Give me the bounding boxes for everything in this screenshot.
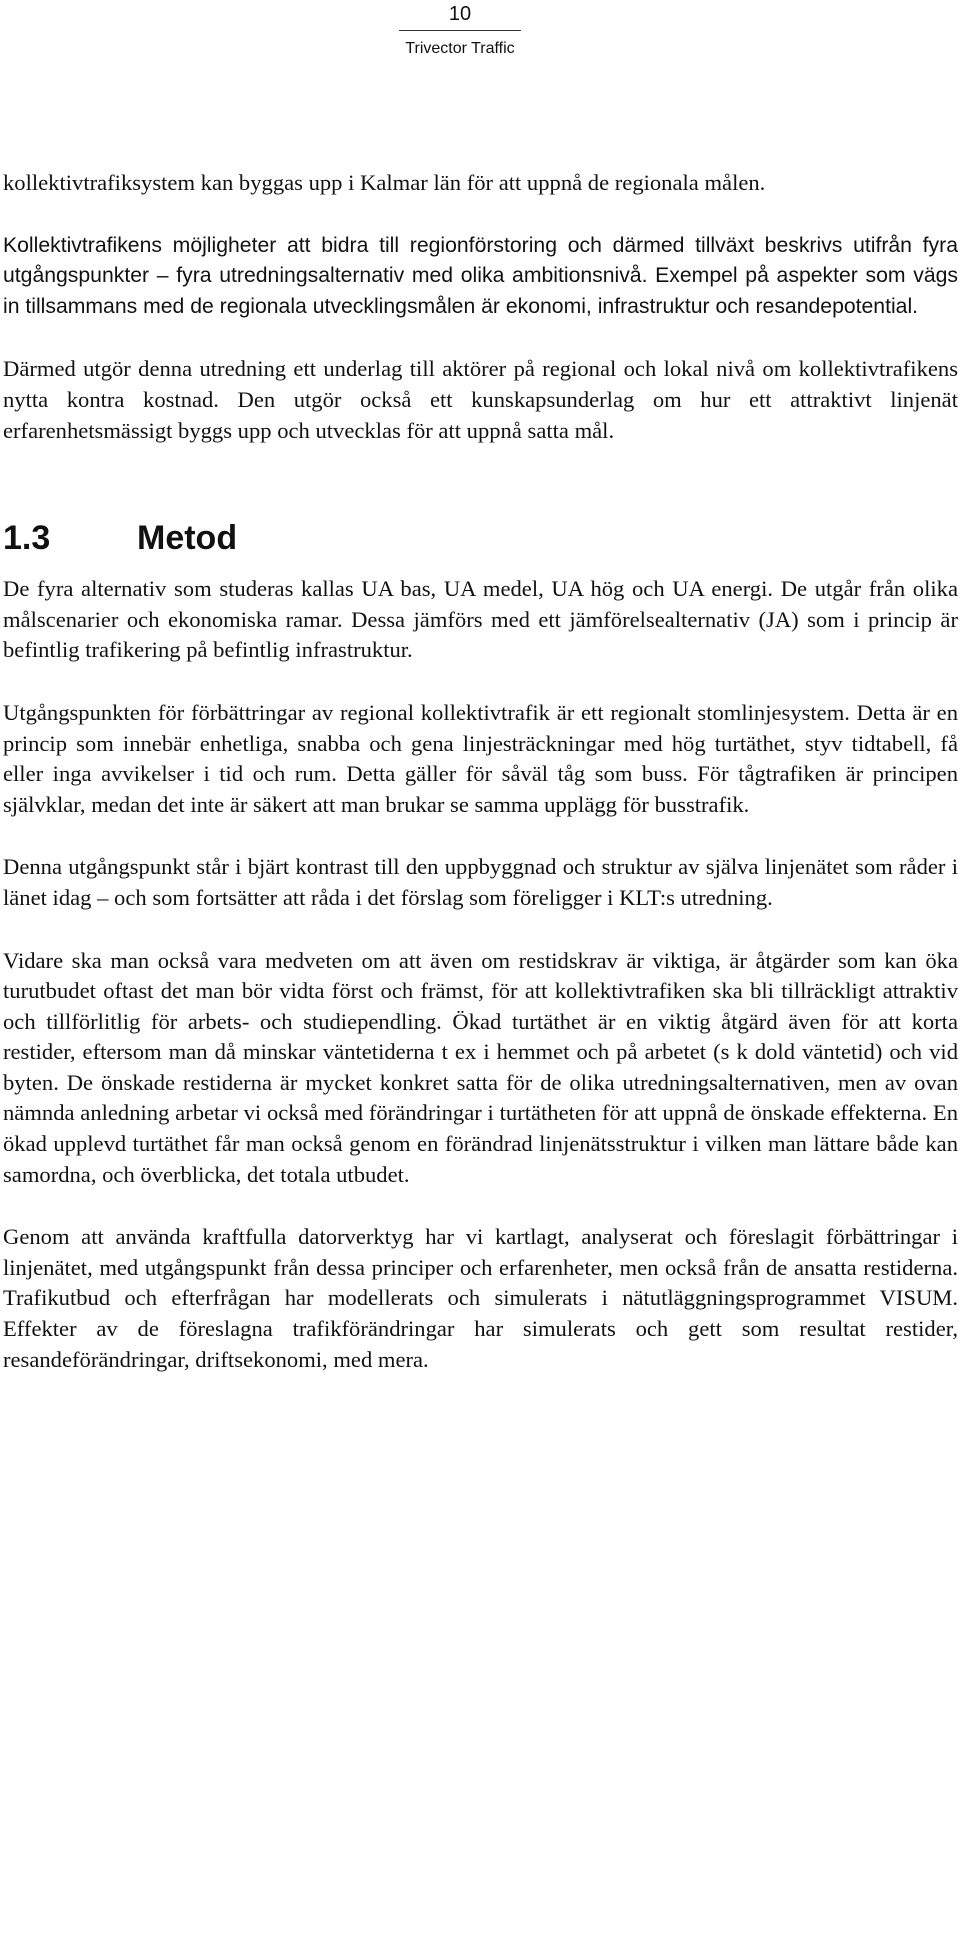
section-heading xyxy=(3,517,958,559)
paragraph-method-alternatives: De fyra alternativ som studeras kallas UA bas, UA medel, UA hög och UA energi. De utgår från olika målscenarier och ekonomiska ramar. Dessa jämförs med ett jämförelsealternativ (JA) som i princip är befintlig trafikering på befintlig infrastruktur. xyxy=(3,576,958,663)
header-company-name: Trivector Traffic xyxy=(405,40,515,57)
header-divider xyxy=(399,30,521,31)
paragraph-intro-continued: kollektivtrafiksystem kan byggas upp i Kalmar län för att uppnå de regionala målen. xyxy=(3,170,766,195)
section-number: 1.3 xyxy=(3,519,51,558)
paragraph-method-trunk-lines: Utgångspunkten för förbättringar av regional kollektivtrafik är ett regionalt stomlinjesystem. Detta är en princip som innebär enhetliga, snabba och gena linjesträckningar med hög turtäthet, styv tidtabell, få eller inga avvikelser i tid och rum. Detta gäller för såväl tåg som buss. För tågtrafiken är principen självklar, medan det inte är säkert att man brukar se samma upplägg för busstrafik. xyxy=(3,699,958,817)
paragraph-intro-purpose: Därmed utgör denna utredning ett underlag till aktörer på regional och lokal nivå om kollektivtrafikens nytta kontra kostnad. Den utgör också ett kunskapsunderlag om hur ett attraktivt linjenät erfarenhetsmässigt byggs upp och utvecklas för att uppnå satta mål. xyxy=(3,356,958,443)
paragraph-intro-alternatives: Kollektivtrafikens möjligheter att bidra till regionförstoring och därmed tillväxt beskrivs utifrån fyra utgångspunkter – fyra utredningsalternativ med olika ambitionsnivå. Exempel på aspekter som vägs in tillsammans med de regionala utvecklingsmålen är ekonomi, infrastruktur och resandepotential. xyxy=(3,233,958,318)
page-number: 10 xyxy=(448,3,472,25)
paragraph-method-contrast: Denna utgångspunkt står i bjärt kontrast till den uppbyggnad och struktur av själva linjenätet som råder i länet idag – och som fortsätter att råda i det förslag som föreligger i KLT:s utredning. xyxy=(3,854,958,910)
paragraph-method-tools: Genom att använda kraftfulla datorverktyg har vi kartlagt, analyserat och föreslagit förbättringar i linjenätet, med utgångspunkt från dessa principer och erfarenheter, men också från de ansatta restiderna. Trafikutbud och efterfrågan har modellerats och simulerats i nätutläggningsprogrammet VISUM. Effekter av de föreslagna trafikförändringar har simulerats och gett som resultat restider, resandeförändringar, driftsekonomi, med mera. xyxy=(3,1224,958,1372)
section-title: Metod xyxy=(137,519,238,558)
document-body xyxy=(3,168,958,1375)
paragraph-method-frequency: Vidare ska man också vara medveten om att även om restidskrav är viktiga, är åtgärder som kan öka turutbudet oftast det man bör vidta först och främst, för att kollektivtrafiken ska bli tillräckligt attraktiv och tillförlitlig för arbets- och studiependling. Ökad turtäthet är en viktig åtgärd även för att korta restider, eftersom man då minskar väntetiderna t ex i hemmet och på arbetet (s k dold väntetid) och vid byten. De önskade restiderna är mycket konkret satta för de olika utredningsalternativen, men av ovan nämnda anledning arbetar vi också med förändringar i turtätheten för att uppnå de önskade effekterna. En ökad upplevd turtäthet får man också genom en förändrad linjenätsstruktur i vilken man lättare både kan samordna, och överblicka, det totala utbudet. xyxy=(3,947,958,1187)
page-header xyxy=(0,0,960,60)
